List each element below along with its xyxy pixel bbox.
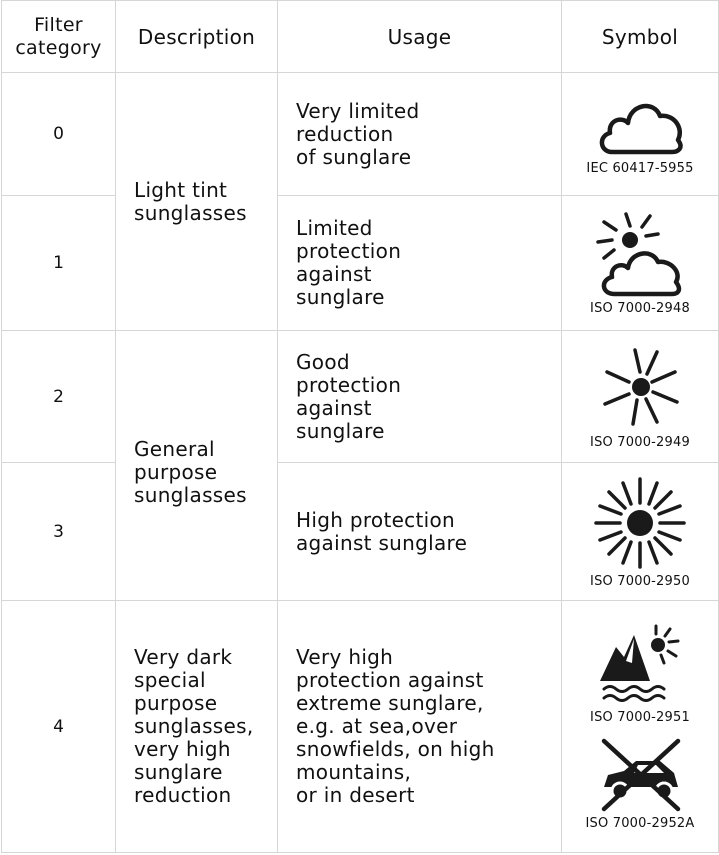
usage-line: Limited — [296, 216, 373, 240]
symbol-code: IEC 60417-5955 — [586, 161, 694, 176]
usage-line: sunglare — [296, 418, 385, 443]
header-symbol: Symbol — [562, 1, 719, 73]
symbol-cell — [562, 601, 719, 853]
header-usage: Usage — [278, 1, 562, 73]
usage-line: High protection — [296, 507, 455, 532]
description-line: sunglasses — [134, 483, 247, 507]
description-line: sunglare — [134, 760, 223, 784]
usage-line: mountains, — [296, 760, 412, 784]
filter-category-table — [1, 0, 719, 853]
table-row-category-3 — [2, 463, 719, 601]
description-line: Very dark — [134, 645, 233, 669]
description-line: purpose — [134, 691, 218, 715]
table-row-category-4 — [2, 601, 719, 853]
symbol-cell — [562, 73, 719, 196]
symbol-code-2: ISO 7000-2952A — [585, 815, 695, 831]
table-row-category-0 — [2, 73, 719, 196]
description-special-purpose — [116, 601, 278, 853]
usage-line: Very limited — [296, 98, 420, 123]
usage-line: of sunglare — [296, 144, 412, 169]
symbol-cell — [562, 196, 719, 331]
sun-behind-cloud-icon — [590, 210, 690, 298]
symbol-cell — [562, 331, 719, 463]
usage-cell — [278, 463, 562, 601]
category-number: 3 — [2, 463, 116, 601]
header-category-line2: category — [15, 36, 102, 59]
mountains-sun-water-icon — [598, 623, 682, 707]
description-line: Light tint — [134, 177, 228, 202]
usage-line: extreme sunglare, — [296, 691, 484, 715]
usage-line: against — [296, 262, 372, 286]
description-line: purpose — [134, 460, 218, 484]
usage-line: protection — [296, 239, 402, 263]
table-row-category-1 — [2, 196, 719, 331]
usage-line: against sunglare — [296, 530, 468, 555]
description-general-purpose — [116, 331, 278, 601]
table-row-category-2 — [2, 331, 719, 463]
description-light-tint — [116, 73, 278, 331]
symbol-code: ISO 7000-2950 — [590, 573, 690, 589]
large-sun-icon — [592, 475, 688, 571]
usage-cell — [278, 331, 562, 463]
header-category-line1: Filter — [34, 13, 83, 36]
description-line: reduction — [134, 783, 232, 807]
description-line: General — [134, 437, 215, 461]
usage-line: protection — [296, 372, 402, 397]
usage-line: reduction — [296, 121, 394, 146]
header-description: Description — [116, 1, 278, 73]
usage-line: Very high — [296, 645, 394, 669]
usage-line: snowfields, on high — [296, 737, 495, 761]
usage-line: protection against — [296, 668, 484, 692]
description-line: sunglasses — [134, 200, 247, 225]
no-driving-icon — [594, 737, 686, 813]
usage-cell — [278, 196, 562, 331]
usage-line: e.g. at sea,over — [296, 714, 458, 738]
symbol-cell — [562, 463, 719, 601]
category-number: 4 — [2, 601, 116, 853]
header-filter-category — [2, 1, 116, 73]
category-number: 0 — [2, 73, 116, 196]
symbol-code: ISO 7000-2948 — [590, 301, 690, 316]
description-line: very high — [134, 737, 231, 761]
description-line: special — [134, 668, 206, 692]
header-row — [2, 1, 719, 73]
usage-line: Good — [296, 349, 350, 374]
symbol-code: ISO 7000-2951 — [590, 709, 690, 725]
cloud-icon — [594, 92, 686, 158]
description-line: sunglasses, — [134, 714, 254, 738]
usage-line: against — [296, 395, 372, 420]
category-number: 2 — [2, 331, 116, 463]
symbol-code: ISO 7000-2949 — [590, 434, 690, 450]
usage-line: or in desert — [296, 783, 415, 807]
category-number: 1 — [2, 196, 116, 331]
usage-cell — [278, 73, 562, 196]
usage-line: sunglare — [296, 285, 385, 309]
small-sun-icon — [595, 344, 685, 432]
usage-cell — [278, 601, 562, 853]
